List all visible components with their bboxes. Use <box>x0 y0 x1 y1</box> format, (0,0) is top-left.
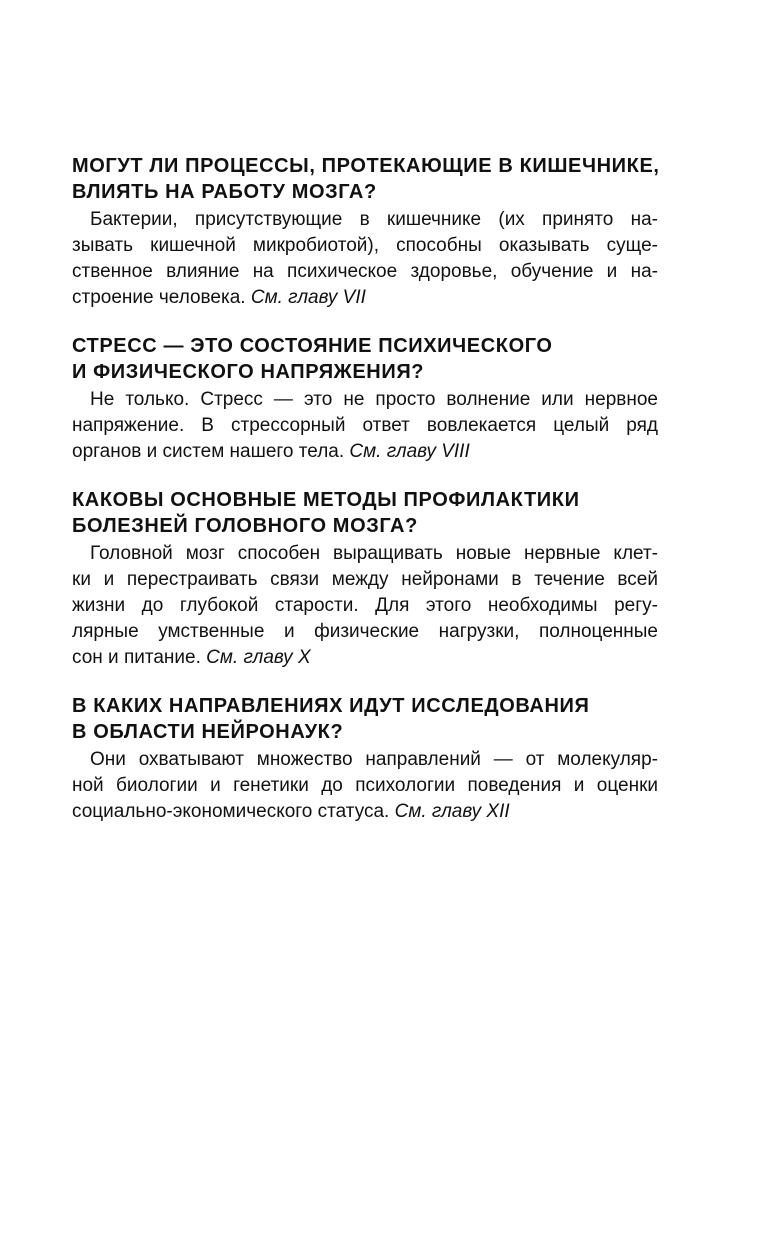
question-line: СТРЕСС — ЭТО СОСТОЯНИЕ ПСИХИЧЕСКОГО <box>72 335 553 357</box>
answer-line: Не только. Стресс — это не просто волнение или нервное <box>90 389 658 410</box>
answer-line-last <box>72 285 658 311</box>
answer-line: ки и перестраивать связи между нейронами в течение всей <box>72 569 658 590</box>
chapter-reference: См. главу XII <box>394 801 510 822</box>
question-heading <box>72 693 658 745</box>
answer-line: строение человека. <box>72 287 246 308</box>
answer-line: жизни до глубокой старости. Для этого необходимы регу- <box>72 595 658 616</box>
qa-section-stress <box>72 333 658 465</box>
question-heading <box>72 333 658 385</box>
page-content <box>72 153 658 847</box>
question-line: БОЛЕЗНЕЙ ГОЛОВНОГО МОЗГА? <box>72 515 418 537</box>
answer-line: напряжение. В стрессорный ответ вовлекается целый ряд <box>72 415 658 436</box>
chapter-reference: См. главу X <box>206 647 311 668</box>
answer-paragraph <box>72 747 658 825</box>
answer-line: органов и систем нашего тела. <box>72 441 345 462</box>
question-heading <box>72 487 658 539</box>
question-line: ВЛИЯТЬ НА РАБОТУ МОЗГА? <box>72 181 377 203</box>
answer-line: зывать кишечной микробиотой), способны оказывать суще- <box>72 235 658 256</box>
question-line: В ОБЛАСТИ НЕЙРОНАУК? <box>72 721 344 743</box>
answer-line: Головной мозг способен выращивать новые нервные клет- <box>90 543 658 564</box>
answer-paragraph <box>72 541 658 671</box>
answer-line: Они охватывают множество направлений — от молекуляр- <box>90 749 658 770</box>
answer-line: ственное влияние на психическое здоровье, обучение и на- <box>72 261 658 282</box>
qa-section-prevention <box>72 487 658 671</box>
answer-line: Бактерии, присутствующие в кишечнике (их принято на- <box>90 209 658 230</box>
answer-line: сон и питание. <box>72 647 201 668</box>
answer-line: ной биологии и генетики до психологии поведения и оценки <box>72 775 658 796</box>
question-line: В КАКИХ НАПРАВЛЕНИЯХ ИДУТ ИССЛЕДОВАНИЯ <box>72 695 590 717</box>
answer-line-last <box>72 645 658 671</box>
answer-line: социально-экономического статуса. <box>72 801 390 822</box>
chapter-reference: См. главу VIII <box>349 441 470 462</box>
qa-section-gut-brain <box>72 153 658 311</box>
answer-line-last <box>72 439 658 465</box>
question-heading <box>72 153 658 205</box>
answer-line-last <box>72 799 658 825</box>
question-line: МОГУТ ЛИ ПРОЦЕССЫ, ПРОТЕКАЮЩИЕ В КИШЕЧНИКЕ, <box>72 155 660 177</box>
question-line: И ФИЗИЧЕСКОГО НАПРЯЖЕНИЯ? <box>72 361 425 383</box>
answer-paragraph <box>72 207 658 311</box>
qa-section-neuroscience <box>72 693 658 825</box>
answer-line: лярные умственные и физические нагрузки, полноценные <box>72 621 658 642</box>
answer-paragraph <box>72 387 658 465</box>
question-line: КАКОВЫ ОСНОВНЫЕ МЕТОДЫ ПРОФИЛАКТИКИ <box>72 489 580 511</box>
chapter-reference: См. главу VII <box>250 287 366 308</box>
